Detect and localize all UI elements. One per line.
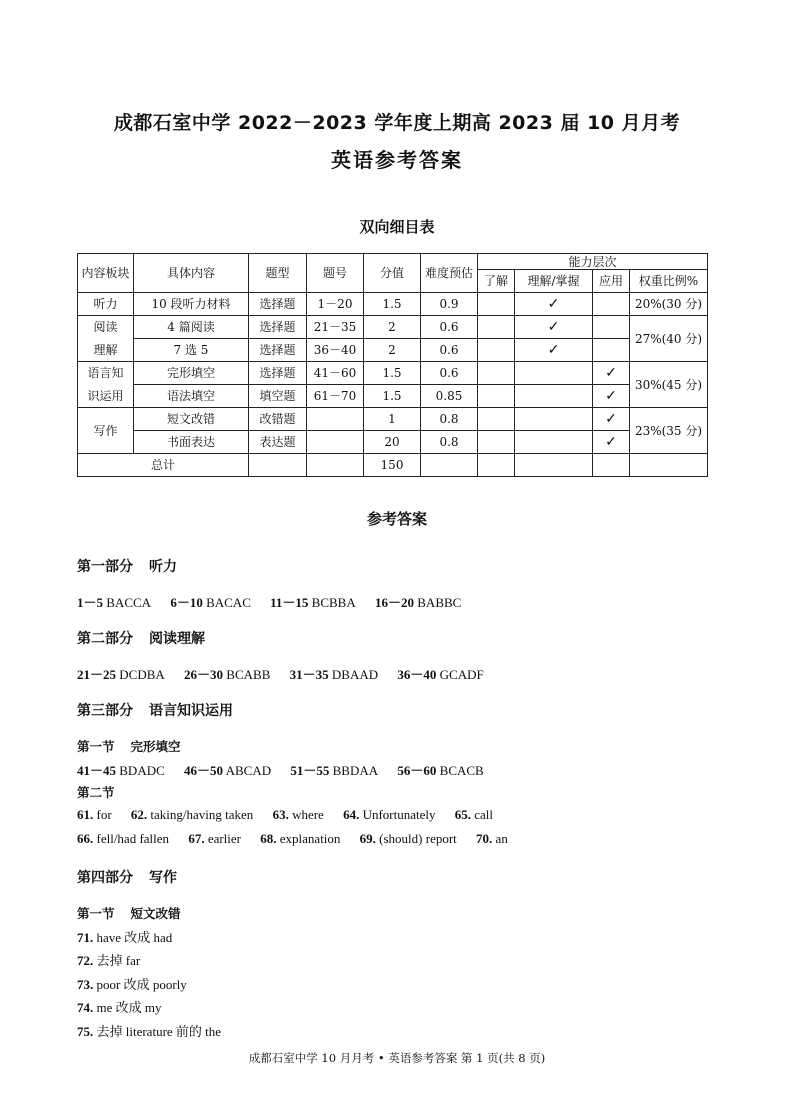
weight-cell: 20%(30 分): [630, 293, 708, 316]
content-cell: 短文改错: [134, 408, 249, 431]
score-cell: 2: [364, 339, 421, 362]
comprehend-cell: [515, 362, 593, 385]
item-number: 68.: [260, 831, 277, 846]
header-comprehend: 理解/掌握: [515, 270, 593, 293]
item-number: 66.: [77, 831, 94, 846]
check-icon: ✓: [593, 385, 630, 408]
item-answer: taking/having taken: [150, 807, 254, 822]
part-name: 听力: [149, 559, 177, 575]
answer-range: 46－50: [184, 763, 224, 778]
answer-letters: BCACB: [439, 763, 484, 778]
header-module: 内容板块: [78, 254, 134, 293]
answer-range: 11－15: [270, 595, 309, 610]
empty-cell: [515, 454, 593, 477]
number-cell: [307, 408, 364, 431]
section-label: 第一节: [77, 906, 115, 921]
score-cell: 1: [364, 408, 421, 431]
answer-range: 21－25: [77, 667, 117, 682]
list-item: [77, 997, 162, 1016]
part2-heading: [77, 628, 205, 648]
answer-range: 36－40: [397, 667, 437, 682]
module-cell: 写作: [78, 408, 134, 454]
answer-letters: BCBBA: [311, 595, 356, 610]
number-cell: 21－35: [307, 316, 364, 339]
understand-cell: [478, 385, 515, 408]
difficulty-cell: 0.6: [421, 362, 478, 385]
part3-section2-line2: [77, 831, 524, 847]
answer-letters: BABBC: [417, 595, 462, 610]
item-answer: poor 改成 poorly: [96, 977, 187, 992]
understand-cell: [478, 408, 515, 431]
item-number: 70.: [476, 831, 493, 846]
item-answer: for: [96, 807, 112, 822]
part1-heading: [77, 556, 177, 576]
spec-table: [77, 253, 708, 477]
module-cell: [78, 362, 134, 408]
part-name: 阅读理解: [149, 631, 205, 647]
item-answer: call: [474, 807, 494, 822]
answer-range: 31－35: [289, 667, 329, 682]
document-title: 成都石室中学 2022－2023 学年度上期高 2023 届 10 月月考: [113, 112, 681, 134]
empty-cell: [630, 454, 708, 477]
empty-cell: [593, 454, 630, 477]
item-number: 74.: [77, 1000, 94, 1015]
answer-range: 41－45: [77, 763, 117, 778]
empty-cell: [307, 454, 364, 477]
part3-heading: [77, 700, 233, 720]
part-label: 第一部分: [77, 559, 133, 575]
table-row: [78, 408, 708, 431]
section-label: 第一节: [77, 739, 115, 754]
answer-range: 6－10: [170, 595, 203, 610]
table-row: [78, 431, 708, 454]
table-row: [78, 339, 708, 362]
difficulty-cell: 0.85: [421, 385, 478, 408]
list-item: [77, 1021, 221, 1040]
header-number: 题号: [307, 254, 364, 293]
module-cell: [78, 316, 134, 362]
comprehend-cell: [515, 431, 593, 454]
item-number: 69.: [359, 831, 376, 846]
number-cell: 61－70: [307, 385, 364, 408]
item-number: 64.: [343, 807, 360, 822]
check-icon: ✓: [515, 316, 593, 339]
score-cell: 20: [364, 431, 421, 454]
answer-letters: BCABB: [226, 667, 271, 682]
content-cell: 语法填空: [134, 385, 249, 408]
type-cell: 改错题: [249, 408, 307, 431]
answer-letters: GCADF: [439, 667, 484, 682]
document-subtitle: 英语参考答案: [331, 148, 463, 172]
check-icon: ✓: [515, 339, 593, 362]
item-number: 73.: [77, 977, 94, 992]
header-weight: 权重比例%: [630, 270, 708, 293]
item-answer: (should) report: [379, 831, 457, 846]
item-number: 63.: [272, 807, 289, 822]
check-icon: ✓: [515, 293, 593, 316]
part-label: 第四部分: [77, 870, 133, 886]
answer-letters: DBAAD: [331, 667, 379, 682]
answer-letters: DCDBA: [119, 667, 165, 682]
apply-cell: [593, 316, 630, 339]
module-line: 识运用: [87, 389, 124, 403]
item-answer: have 改成 had: [96, 930, 173, 945]
item-answer: fell/had fallen: [96, 831, 170, 846]
item-number: 65.: [454, 807, 471, 822]
item-answer: 去掉 far: [96, 953, 141, 968]
item-number: 75.: [77, 1024, 94, 1039]
part-label: 第三部分: [77, 703, 133, 719]
header-difficulty: 难度预估: [421, 254, 478, 293]
list-item: [77, 974, 187, 993]
table-row: [78, 362, 708, 385]
module-line: 语言知: [87, 366, 124, 380]
part4-section1-heading: [77, 904, 181, 922]
type-cell: 选择题: [249, 362, 307, 385]
total-row: [78, 454, 708, 477]
empty-cell: [478, 454, 515, 477]
part-name: 语言知识运用: [149, 703, 233, 719]
answer-range: 56－60: [397, 763, 437, 778]
check-icon: ✓: [593, 431, 630, 454]
weight-cell: 27%(40 分): [630, 316, 708, 362]
item-number: 67.: [188, 831, 205, 846]
total-label: 总计: [78, 454, 249, 477]
type-cell: 表达题: [249, 431, 307, 454]
understand-cell: [478, 431, 515, 454]
difficulty-cell: 0.8: [421, 408, 478, 431]
part3-section1-answers: [77, 760, 500, 779]
weight-cell: 30%(45 分): [630, 362, 708, 408]
type-cell: 选择题: [249, 339, 307, 362]
table-row: [78, 316, 708, 339]
module-cell: 听力: [78, 293, 134, 316]
check-icon: ✓: [593, 408, 630, 431]
type-cell: 选择题: [249, 293, 307, 316]
check-icon: ✓: [593, 362, 630, 385]
item-answer: an: [495, 831, 508, 846]
header-type: 题型: [249, 254, 307, 293]
part3-section1-heading: [77, 737, 181, 755]
number-cell: 36－40: [307, 339, 364, 362]
item-answer: explanation: [279, 831, 341, 846]
difficulty-cell: 0.6: [421, 339, 478, 362]
content-cell: 10 段听力材料: [134, 293, 249, 316]
part1-answers: [77, 592, 477, 611]
answer-range: 26－30: [184, 667, 224, 682]
number-cell: [307, 431, 364, 454]
item-number: 72.: [77, 953, 94, 968]
answer-letters: ABCAD: [225, 763, 272, 778]
answer-range: 1－5: [77, 595, 104, 610]
understand-cell: [478, 362, 515, 385]
answer-letters: BDADC: [119, 763, 165, 778]
answer-letters: BACAC: [206, 595, 251, 610]
item-answer: 去掉 literature 前的 the: [96, 1024, 222, 1039]
answers-title: 参考答案: [366, 510, 427, 528]
apply-cell: [593, 293, 630, 316]
page-footer: 成都石室中学 10 月月考 • 英语参考答案 第 1 页(共 8 页): [248, 1051, 546, 1065]
number-cell: 1－20: [307, 293, 364, 316]
content-cell: 7 选 5: [134, 339, 249, 362]
empty-cell: [421, 454, 478, 477]
table-row: [78, 293, 708, 316]
type-cell: 填空题: [249, 385, 307, 408]
module-line: 理解: [93, 343, 118, 357]
item-number: 71.: [77, 930, 94, 945]
part3-section2-line1: [77, 807, 509, 823]
spec-table-title: 双向细目表: [359, 218, 435, 236]
part4-heading: [77, 867, 177, 887]
section-name: 完形填空: [130, 739, 181, 754]
part3-section2-heading: 第二节: [77, 785, 115, 800]
comprehend-cell: [515, 408, 593, 431]
number-cell: 41－60: [307, 362, 364, 385]
table-row: [78, 385, 708, 408]
difficulty-cell: 0.6: [421, 316, 478, 339]
header-score: 分值: [364, 254, 421, 293]
apply-cell: [593, 339, 630, 362]
header-apply: 应用: [593, 270, 630, 293]
answer-range: 51－55: [290, 763, 330, 778]
empty-cell: [249, 454, 307, 477]
difficulty-cell: 0.8: [421, 431, 478, 454]
score-cell: 1.5: [364, 293, 421, 316]
score-cell: 2: [364, 316, 421, 339]
list-item: [77, 950, 140, 969]
answer-range: 16－20: [375, 595, 415, 610]
understand-cell: [478, 293, 515, 316]
answer-letters: BACCA: [106, 595, 152, 610]
list-item: [77, 927, 172, 946]
score-cell: 1.5: [364, 385, 421, 408]
content-cell: 书面表达: [134, 431, 249, 454]
part2-answers: [77, 664, 500, 683]
weight-cell: 23%(35 分): [630, 408, 708, 454]
answer-letters: BBDAA: [332, 763, 379, 778]
section-name: 短文改错: [130, 906, 181, 921]
score-cell: 1.5: [364, 362, 421, 385]
content-cell: 4 篇阅读: [134, 316, 249, 339]
header-content: 具体内容: [134, 254, 249, 293]
header-ability: 能力层次: [478, 254, 708, 270]
header-understand: 了解: [478, 270, 515, 293]
understand-cell: [478, 316, 515, 339]
item-answer: Unfortunately: [362, 807, 436, 822]
total-score: 150: [364, 454, 421, 477]
content-cell: 完形填空: [134, 362, 249, 385]
understand-cell: [478, 339, 515, 362]
item-number: 61.: [77, 807, 94, 822]
part-name: 写作: [149, 870, 177, 886]
type-cell: 选择题: [249, 316, 307, 339]
difficulty-cell: 0.9: [421, 293, 478, 316]
item-answer: where: [292, 807, 324, 822]
item-answer: me 改成 my: [96, 1000, 162, 1015]
part-label: 第二部分: [77, 631, 133, 647]
module-line: 阅读: [93, 320, 118, 334]
comprehend-cell: [515, 385, 593, 408]
item-number: 62.: [130, 807, 148, 822]
item-answer: earlier: [207, 831, 242, 846]
